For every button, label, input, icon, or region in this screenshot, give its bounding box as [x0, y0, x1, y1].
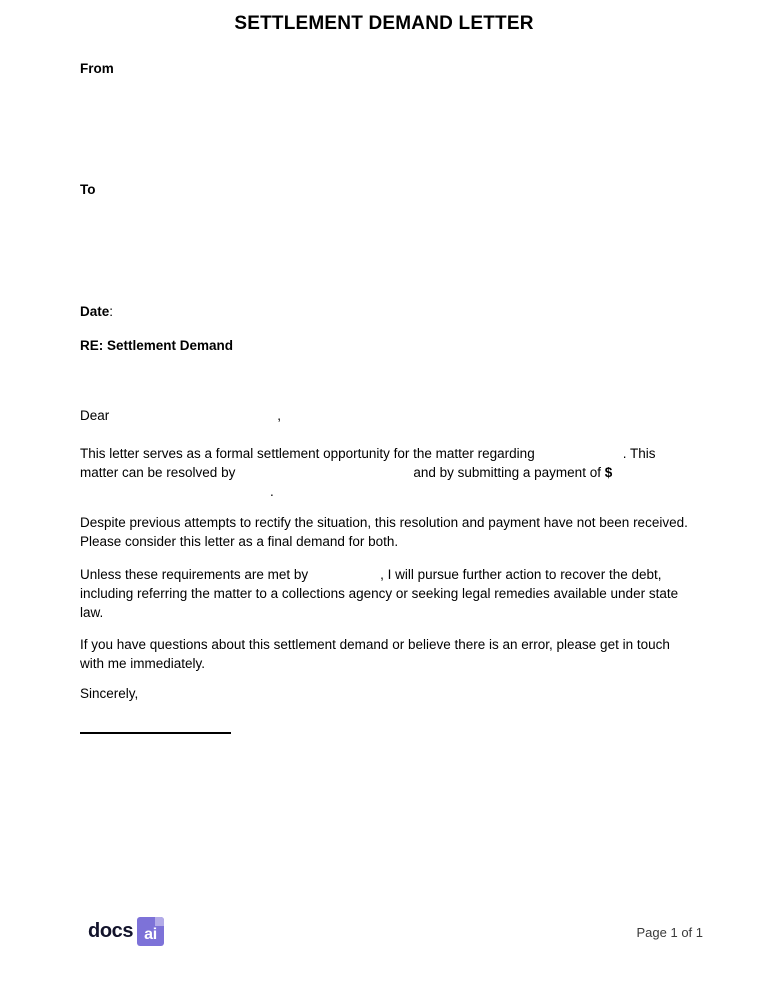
- date-colon: :: [109, 304, 114, 319]
- paragraph-1-text-d: .: [270, 484, 274, 499]
- signature-line[interactable]: [80, 732, 231, 734]
- paragraph-1-text-c: and by submitting a payment of: [413, 465, 601, 480]
- paragraph-1-text-a: This letter serves as a formal settlement opportunity for the matter regarding: [80, 446, 535, 461]
- to-label: To: [80, 182, 96, 197]
- page-number: Page 1 of 1: [636, 925, 703, 940]
- paragraph-1-text-b: . This matter can be resolved by: [80, 446, 656, 480]
- document-badge-icon: [137, 917, 164, 946]
- from-label: From: [80, 61, 114, 76]
- logo-badge-text: ai: [144, 925, 158, 943]
- logo-word-mark: docs: [88, 920, 134, 942]
- paragraph-settlement-opportunity: [80, 444, 696, 501]
- paragraph-3-text-a: Unless these requirements are met by: [80, 567, 309, 582]
- currency-symbol: $: [604, 465, 613, 480]
- paragraph-final-demand: Despite previous attempts to rectify the situation, this resolution and payment have not been received. Please consider this letter as a final demand for both.: [80, 515, 688, 549]
- page-title: SETTLEMENT DEMAND LETTER: [234, 13, 534, 34]
- closing-text: Sincerely,: [80, 686, 139, 701]
- paragraph-3-text-b: , I will pursue further action to recover the debt, including referring the matter to a collections agency or seeking legal remedies available under state law.: [80, 567, 679, 620]
- paragraph-contact: If you have questions about this settlement demand or believe there is an error, please get in touch with me immediately.: [80, 637, 670, 671]
- page-fold-corner-icon: [155, 917, 164, 926]
- brand-logo[interactable]: [88, 916, 164, 946]
- salutation-line: [80, 408, 281, 423]
- date-label-text: Date: [80, 304, 110, 319]
- from-address-field[interactable]: [80, 82, 380, 166]
- to-address-field[interactable]: [80, 203, 380, 293]
- date-label: [80, 304, 113, 319]
- paragraph-consequences: [80, 565, 696, 622]
- salutation-text: Dear: [80, 408, 110, 423]
- subject-label: RE: Settlement Demand: [80, 338, 234, 353]
- salutation-comma: ,: [277, 408, 282, 423]
